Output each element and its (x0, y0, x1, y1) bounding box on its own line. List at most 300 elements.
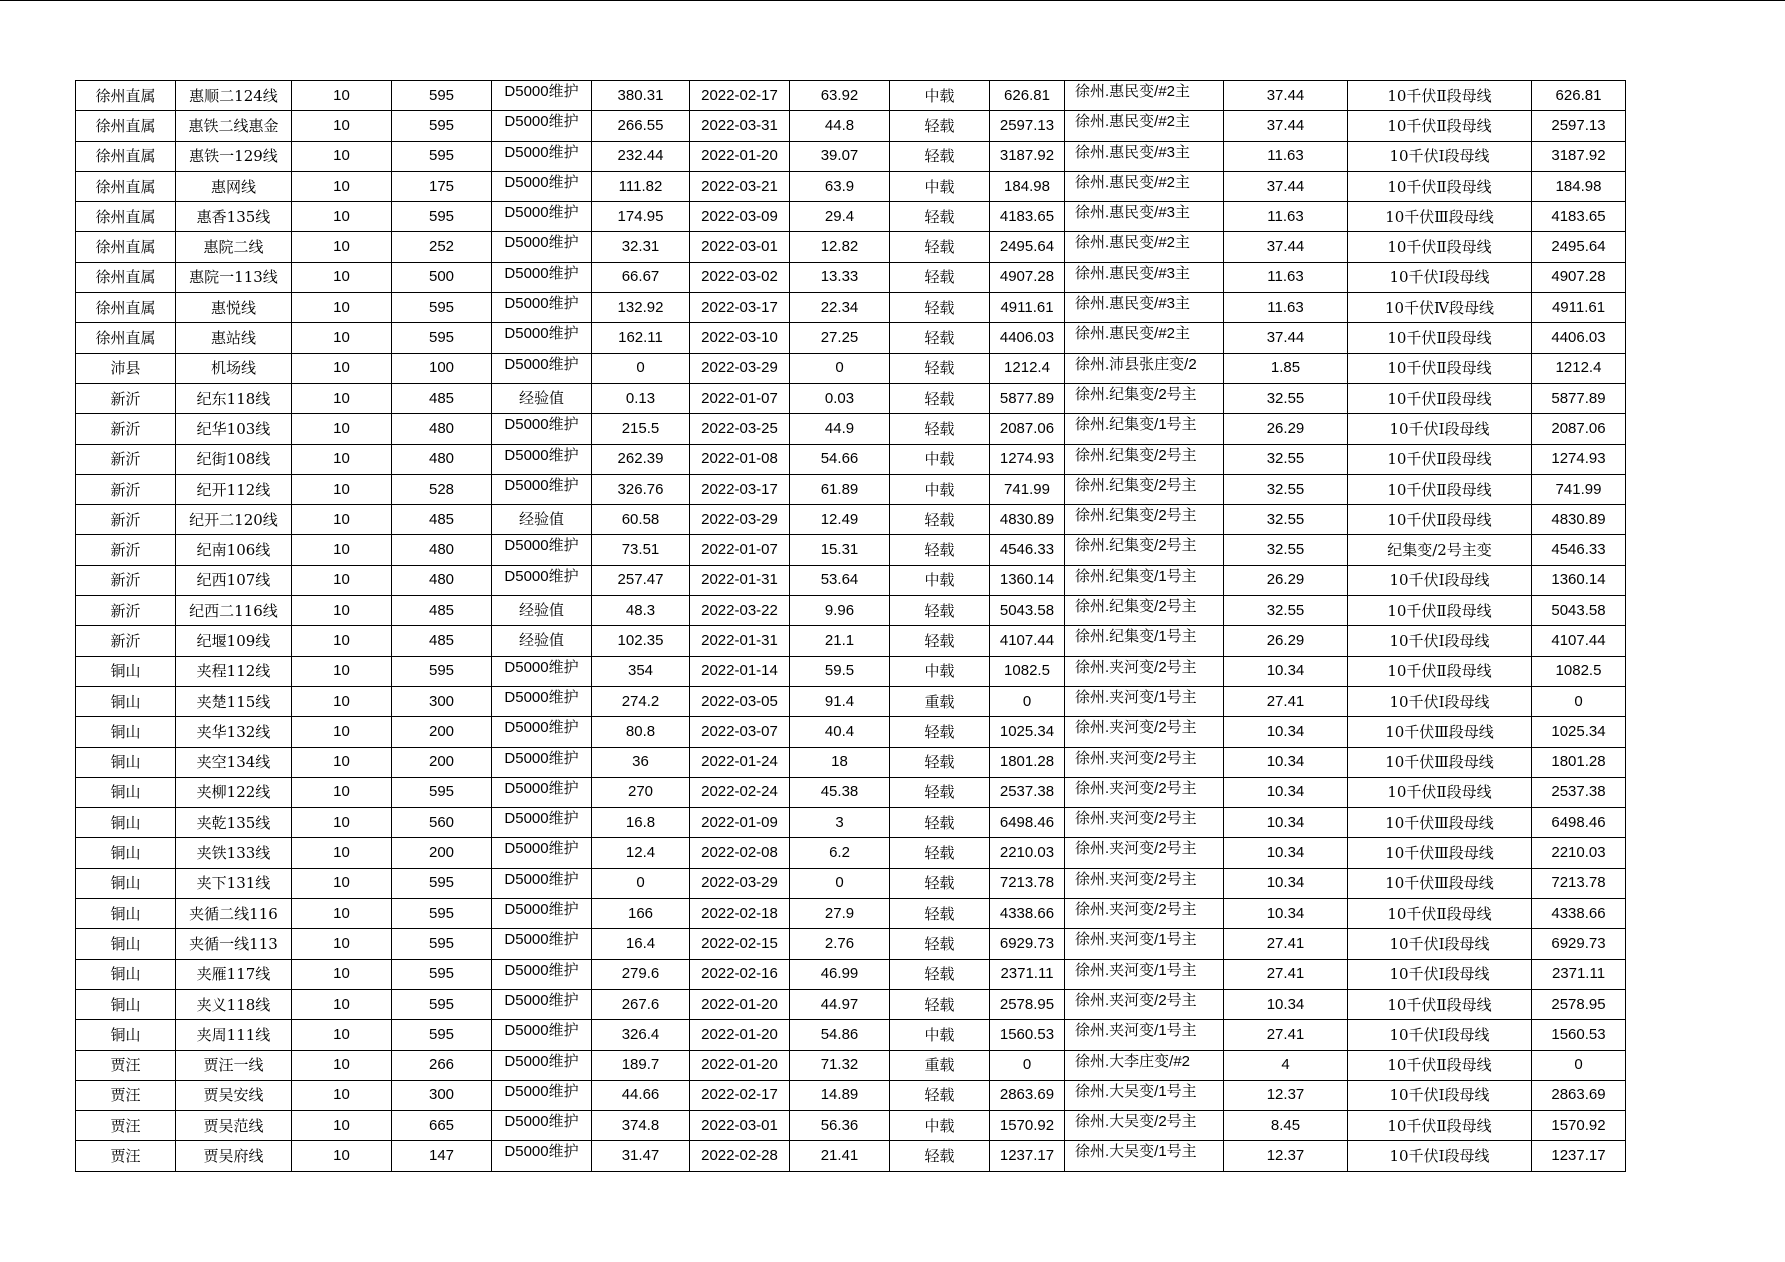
load-status-cell: 中载 (890, 171, 990, 201)
busbar-cell: 10千伏Ⅱ段母线 (1348, 353, 1532, 383)
capacity-cell: 595 (392, 1020, 492, 1050)
source-cell: D5000维护 (492, 565, 592, 595)
region-cell: 贾汪 (76, 1050, 176, 1080)
date-cell: 2022-03-05 (690, 686, 790, 716)
capacity-cell: 480 (392, 444, 492, 474)
transformer-rate-cell: 27.41 (1224, 686, 1348, 716)
margin-cell: 4830.89 (990, 505, 1065, 535)
line-name-cell: 惠站线 (176, 323, 292, 353)
date-cell: 2022-03-17 (690, 474, 790, 504)
busbar-cell: 10千伏Ⅱ段母线 (1348, 232, 1532, 262)
current-cell: 66.67 (592, 262, 690, 292)
current-cell: 73.51 (592, 535, 690, 565)
load-rate-cell: 54.86 (790, 1020, 890, 1050)
available-capacity-cell: 3187.92 (1532, 141, 1626, 171)
current-cell: 174.95 (592, 202, 690, 232)
substation-cell: 徐州.纪集变/1号主 (1065, 565, 1224, 595)
busbar-cell: 10千伏Ⅱ段母线 (1348, 171, 1532, 201)
transformer-rate-cell: 32.55 (1224, 596, 1348, 626)
source-cell: D5000维护 (492, 293, 592, 323)
margin-cell: 4406.03 (990, 323, 1065, 353)
load-status-cell: 轻载 (890, 717, 990, 747)
substation-cell: 徐州.纪集变/1号主 (1065, 626, 1224, 656)
voltage-cell: 10 (292, 717, 392, 747)
available-capacity-cell: 2578.95 (1532, 989, 1626, 1019)
date-cell: 2022-03-09 (690, 202, 790, 232)
load-rate-cell: 0.03 (790, 383, 890, 413)
substation-cell: 徐州.夹河变/2号主 (1065, 868, 1224, 898)
table-row (76, 474, 1626, 504)
region-cell: 徐州直属 (76, 262, 176, 292)
busbar-cell: 10千伏Ⅲ段母线 (1348, 202, 1532, 232)
transformer-rate-cell: 10.34 (1224, 717, 1348, 747)
voltage-cell: 10 (292, 353, 392, 383)
load-rate-cell: 39.07 (790, 141, 890, 171)
capacity-cell: 200 (392, 838, 492, 868)
available-capacity-cell: 4406.03 (1532, 323, 1626, 353)
line-name-cell: 纪西107线 (176, 565, 292, 595)
transformer-rate-cell: 37.44 (1224, 323, 1348, 353)
line-name-cell: 纪东118线 (176, 383, 292, 413)
date-cell: 2022-01-20 (690, 989, 790, 1019)
margin-cell: 2371.11 (990, 959, 1065, 989)
line-name-cell: 纪开112线 (176, 474, 292, 504)
margin-cell: 2537.38 (990, 777, 1065, 807)
capacity-cell: 300 (392, 1080, 492, 1110)
date-cell: 2022-03-21 (690, 171, 790, 201)
load-rate-cell: 91.4 (790, 686, 890, 716)
busbar-cell: 10千伏Ⅱ段母线 (1348, 111, 1532, 141)
date-cell: 2022-02-17 (690, 81, 790, 111)
table-row (76, 868, 1626, 898)
load-status-cell: 轻载 (890, 929, 990, 959)
capacity-cell: 485 (392, 383, 492, 413)
table-row (76, 81, 1626, 111)
voltage-cell: 10 (292, 656, 392, 686)
transformer-rate-cell: 37.44 (1224, 171, 1348, 201)
load-status-cell: 轻载 (890, 989, 990, 1019)
current-cell: 257.47 (592, 565, 690, 595)
transformer-rate-cell: 11.63 (1224, 141, 1348, 171)
margin-cell: 4338.66 (990, 899, 1065, 929)
voltage-cell: 10 (292, 565, 392, 595)
line-name-cell: 纪华103线 (176, 414, 292, 444)
capacity-cell: 595 (392, 656, 492, 686)
voltage-cell: 10 (292, 1050, 392, 1080)
load-rate-cell: 15.31 (790, 535, 890, 565)
load-rate-cell: 22.34 (790, 293, 890, 323)
available-capacity-cell: 1570.92 (1532, 1111, 1626, 1141)
line-name-cell: 夹义118线 (176, 989, 292, 1019)
transformer-rate-cell: 26.29 (1224, 414, 1348, 444)
margin-cell: 4546.33 (990, 535, 1065, 565)
load-rate-cell: 44.8 (790, 111, 890, 141)
table-row (76, 565, 1626, 595)
line-name-cell: 夹循一线113 (176, 929, 292, 959)
current-cell: 274.2 (592, 686, 690, 716)
available-capacity-cell: 7213.78 (1532, 868, 1626, 898)
load-rate-cell: 63.92 (790, 81, 890, 111)
busbar-cell: 10千伏Ⅱ段母线 (1348, 656, 1532, 686)
available-capacity-cell: 2210.03 (1532, 838, 1626, 868)
transformer-rate-cell: 11.63 (1224, 202, 1348, 232)
substation-cell: 徐州.夹河变/2号主 (1065, 838, 1224, 868)
region-cell: 新沂 (76, 414, 176, 444)
page-top-rule (0, 0, 1785, 1)
line-name-cell: 夹程112线 (176, 656, 292, 686)
margin-cell: 2210.03 (990, 838, 1065, 868)
source-cell: 经验值 (492, 626, 592, 656)
substation-cell: 徐州.惠民变/#3主 (1065, 293, 1224, 323)
load-status-cell: 中载 (890, 656, 990, 686)
transformer-rate-cell: 26.29 (1224, 626, 1348, 656)
load-status-cell: 中载 (890, 1020, 990, 1050)
current-cell: 60.58 (592, 505, 690, 535)
transformer-rate-cell: 8.45 (1224, 1111, 1348, 1141)
current-cell: 36 (592, 747, 690, 777)
busbar-cell: 10千伏Ⅰ段母线 (1348, 565, 1532, 595)
available-capacity-cell: 1801.28 (1532, 747, 1626, 777)
margin-cell: 0 (990, 686, 1065, 716)
available-capacity-cell: 6929.73 (1532, 929, 1626, 959)
current-cell: 102.35 (592, 626, 690, 656)
busbar-cell: 10千伏Ⅱ段母线 (1348, 383, 1532, 413)
region-cell: 新沂 (76, 565, 176, 595)
date-cell: 2022-02-15 (690, 929, 790, 959)
voltage-cell: 10 (292, 505, 392, 535)
substation-cell: 徐州.夹河变/2号主 (1065, 747, 1224, 777)
busbar-cell: 10千伏Ⅰ段母线 (1348, 959, 1532, 989)
load-status-cell: 轻载 (890, 383, 990, 413)
voltage-cell: 10 (292, 686, 392, 716)
region-cell: 铜山 (76, 717, 176, 747)
current-cell: 16.4 (592, 929, 690, 959)
region-cell: 铜山 (76, 989, 176, 1019)
voltage-cell: 10 (292, 1080, 392, 1110)
capacity-cell: 595 (392, 81, 492, 111)
load-status-cell: 轻载 (890, 1141, 990, 1171)
transformer-rate-cell: 37.44 (1224, 111, 1348, 141)
margin-cell: 4183.65 (990, 202, 1065, 232)
transformer-rate-cell: 10.34 (1224, 989, 1348, 1019)
region-cell: 贾汪 (76, 1111, 176, 1141)
available-capacity-cell: 4911.61 (1532, 293, 1626, 323)
line-name-cell: 夹雁117线 (176, 959, 292, 989)
transformer-rate-cell: 37.44 (1224, 81, 1348, 111)
load-rate-cell: 21.41 (790, 1141, 890, 1171)
current-cell: 132.92 (592, 293, 690, 323)
margin-cell: 1274.93 (990, 444, 1065, 474)
substation-cell: 徐州.夹河变/2号主 (1065, 656, 1224, 686)
available-capacity-cell: 2371.11 (1532, 959, 1626, 989)
load-status-cell: 轻载 (890, 323, 990, 353)
table-row (76, 383, 1626, 413)
region-cell: 铜山 (76, 656, 176, 686)
source-cell: D5000维护 (492, 535, 592, 565)
table-row (76, 808, 1626, 838)
region-cell: 徐州直属 (76, 202, 176, 232)
load-rate-cell: 45.38 (790, 777, 890, 807)
load-status-cell: 中载 (890, 565, 990, 595)
transformer-rate-cell: 37.44 (1224, 232, 1348, 262)
load-status-cell: 轻载 (890, 747, 990, 777)
transformer-rate-cell: 10.34 (1224, 808, 1348, 838)
load-rate-cell: 3 (790, 808, 890, 838)
capacity-cell: 480 (392, 414, 492, 444)
available-capacity-cell: 6498.46 (1532, 808, 1626, 838)
margin-cell: 5877.89 (990, 383, 1065, 413)
source-cell: D5000维护 (492, 959, 592, 989)
substation-cell: 徐州.纪集变/2号主 (1065, 474, 1224, 504)
source-cell: D5000维护 (492, 262, 592, 292)
table-row (76, 293, 1626, 323)
busbar-cell: 10千伏Ⅰ段母线 (1348, 626, 1532, 656)
load-status-cell: 轻载 (890, 353, 990, 383)
load-status-cell: 轻载 (890, 293, 990, 323)
date-cell: 2022-03-25 (690, 414, 790, 444)
date-cell: 2022-01-24 (690, 747, 790, 777)
region-cell: 铜山 (76, 686, 176, 716)
load-status-cell: 轻载 (890, 596, 990, 626)
current-cell: 0.13 (592, 383, 690, 413)
transformer-rate-cell: 11.63 (1224, 262, 1348, 292)
load-rate-cell: 12.49 (790, 505, 890, 535)
voltage-cell: 10 (292, 293, 392, 323)
margin-cell: 6498.46 (990, 808, 1065, 838)
margin-cell: 2597.13 (990, 111, 1065, 141)
load-status-cell: 轻载 (890, 899, 990, 929)
date-cell: 2022-03-22 (690, 596, 790, 626)
table-row (76, 626, 1626, 656)
available-capacity-cell: 2863.69 (1532, 1080, 1626, 1110)
load-status-cell: 中载 (890, 474, 990, 504)
substation-cell: 徐州.纪集变/1号主 (1065, 414, 1224, 444)
transformer-rate-cell: 11.63 (1224, 293, 1348, 323)
current-cell: 166 (592, 899, 690, 929)
substation-cell: 徐州.惠民变/#2主 (1065, 81, 1224, 111)
transformer-rate-cell: 26.29 (1224, 565, 1348, 595)
load-status-cell: 轻载 (890, 202, 990, 232)
capacity-cell: 595 (392, 929, 492, 959)
load-rate-cell: 6.2 (790, 838, 890, 868)
voltage-cell: 10 (292, 1020, 392, 1050)
load-rate-cell: 0 (790, 353, 890, 383)
busbar-cell: 10千伏Ⅱ段母线 (1348, 323, 1532, 353)
margin-cell: 7213.78 (990, 868, 1065, 898)
date-cell: 2022-01-07 (690, 535, 790, 565)
substation-cell: 徐州.大吴变/2号主 (1065, 1111, 1224, 1141)
region-cell: 新沂 (76, 383, 176, 413)
load-status-cell: 轻载 (890, 414, 990, 444)
capacity-cell: 100 (392, 353, 492, 383)
margin-cell: 4107.44 (990, 626, 1065, 656)
current-cell: 0 (592, 868, 690, 898)
region-cell: 铜山 (76, 929, 176, 959)
region-cell: 徐州直属 (76, 141, 176, 171)
substation-cell: 徐州.夹河变/1号主 (1065, 959, 1224, 989)
source-cell: D5000维护 (492, 989, 592, 1019)
transformer-rate-cell: 10.34 (1224, 868, 1348, 898)
date-cell: 2022-02-08 (690, 838, 790, 868)
current-cell: 262.39 (592, 444, 690, 474)
region-cell: 新沂 (76, 444, 176, 474)
substation-cell: 徐州.大吴变/1号主 (1065, 1141, 1224, 1171)
current-cell: 32.31 (592, 232, 690, 262)
busbar-cell: 10千伏Ⅳ段母线 (1348, 293, 1532, 323)
capacity-cell: 485 (392, 505, 492, 535)
region-cell: 铜山 (76, 838, 176, 868)
source-cell: 经验值 (492, 505, 592, 535)
load-rate-cell: 9.96 (790, 596, 890, 626)
region-cell: 铜山 (76, 747, 176, 777)
line-name-cell: 夹楚115线 (176, 686, 292, 716)
transformer-rate-cell: 1.85 (1224, 353, 1348, 383)
table-row (76, 505, 1626, 535)
transformer-rate-cell: 10.34 (1224, 747, 1348, 777)
line-name-cell: 惠顺二124线 (176, 81, 292, 111)
available-capacity-cell: 2597.13 (1532, 111, 1626, 141)
available-capacity-cell: 184.98 (1532, 171, 1626, 201)
table-row (76, 141, 1626, 171)
current-cell: 374.8 (592, 1111, 690, 1141)
transformer-rate-cell: 32.55 (1224, 535, 1348, 565)
substation-cell: 徐州.夹河变/2号主 (1065, 808, 1224, 838)
line-name-cell: 夹循二线116 (176, 899, 292, 929)
busbar-cell: 10千伏Ⅲ段母线 (1348, 747, 1532, 777)
margin-cell: 1560.53 (990, 1020, 1065, 1050)
available-capacity-cell: 4183.65 (1532, 202, 1626, 232)
line-name-cell: 夹空134线 (176, 747, 292, 777)
available-capacity-cell: 626.81 (1532, 81, 1626, 111)
load-rate-cell: 61.89 (790, 474, 890, 504)
busbar-cell: 纪集变/2号主变 (1348, 535, 1532, 565)
current-cell: 279.6 (592, 959, 690, 989)
line-name-cell: 纪南106线 (176, 535, 292, 565)
margin-cell: 4911.61 (990, 293, 1065, 323)
line-name-cell: 夹华132线 (176, 717, 292, 747)
source-cell: D5000维护 (492, 1141, 592, 1171)
substation-cell: 徐州.纪集变/2号主 (1065, 535, 1224, 565)
line-name-cell: 纪街108线 (176, 444, 292, 474)
substation-cell: 徐州.纪集变/2号主 (1065, 505, 1224, 535)
load-status-cell: 轻载 (890, 1080, 990, 1110)
date-cell: 2022-01-20 (690, 1020, 790, 1050)
source-cell: D5000维护 (492, 1020, 592, 1050)
date-cell: 2022-03-29 (690, 868, 790, 898)
line-name-cell: 惠院一113线 (176, 262, 292, 292)
available-capacity-cell: 0 (1532, 686, 1626, 716)
capacity-cell: 595 (392, 141, 492, 171)
source-cell: D5000维护 (492, 141, 592, 171)
busbar-cell: 10千伏Ⅱ段母线 (1348, 989, 1532, 1019)
capacity-cell: 175 (392, 171, 492, 201)
date-cell: 2022-02-16 (690, 959, 790, 989)
transformer-rate-cell: 10.34 (1224, 838, 1348, 868)
region-cell: 新沂 (76, 596, 176, 626)
source-cell: D5000维护 (492, 1050, 592, 1080)
available-capacity-cell: 1560.53 (1532, 1020, 1626, 1050)
busbar-cell: 10千伏Ⅱ段母线 (1348, 596, 1532, 626)
date-cell: 2022-02-17 (690, 1080, 790, 1110)
current-cell: 12.4 (592, 838, 690, 868)
source-cell: D5000维护 (492, 474, 592, 504)
capacity-cell: 266 (392, 1050, 492, 1080)
line-name-cell: 贾吴安线 (176, 1080, 292, 1110)
line-name-cell: 夹柳122线 (176, 777, 292, 807)
date-cell: 2022-03-10 (690, 323, 790, 353)
date-cell: 2022-03-01 (690, 232, 790, 262)
voltage-cell: 10 (292, 323, 392, 353)
table-row (76, 929, 1626, 959)
available-capacity-cell: 4546.33 (1532, 535, 1626, 565)
available-capacity-cell: 741.99 (1532, 474, 1626, 504)
source-cell: D5000维护 (492, 717, 592, 747)
capacity-cell: 500 (392, 262, 492, 292)
table-body (76, 81, 1626, 1172)
transformer-rate-cell: 10.34 (1224, 777, 1348, 807)
current-cell: 232.44 (592, 141, 690, 171)
substation-cell: 徐州.夹河变/2号主 (1065, 899, 1224, 929)
source-cell: D5000维护 (492, 323, 592, 353)
date-cell: 2022-01-20 (690, 141, 790, 171)
current-cell: 266.55 (592, 111, 690, 141)
margin-cell: 3187.92 (990, 141, 1065, 171)
line-name-cell: 惠香135线 (176, 202, 292, 232)
margin-cell: 1212.4 (990, 353, 1065, 383)
load-rate-cell: 14.89 (790, 1080, 890, 1110)
region-cell: 新沂 (76, 505, 176, 535)
region-cell: 徐州直属 (76, 323, 176, 353)
substation-cell: 徐州.沛县张庄变/2 (1065, 353, 1224, 383)
substation-cell: 徐州.惠民变/#2主 (1065, 111, 1224, 141)
voltage-cell: 10 (292, 474, 392, 504)
voltage-cell: 10 (292, 959, 392, 989)
substation-cell: 徐州.夹河变/2号主 (1065, 717, 1224, 747)
margin-cell: 6929.73 (990, 929, 1065, 959)
capacity-cell: 665 (392, 1111, 492, 1141)
substation-cell: 徐州.夹河变/1号主 (1065, 686, 1224, 716)
date-cell: 2022-03-01 (690, 1111, 790, 1141)
source-cell: D5000维护 (492, 81, 592, 111)
busbar-cell: 10千伏Ⅱ段母线 (1348, 1111, 1532, 1141)
line-name-cell: 纪堰109线 (176, 626, 292, 656)
substation-cell: 徐州.纪集变/2号主 (1065, 596, 1224, 626)
voltage-cell: 10 (292, 747, 392, 777)
region-cell: 徐州直属 (76, 171, 176, 201)
capacity-cell: 528 (392, 474, 492, 504)
date-cell: 2022-03-29 (690, 353, 790, 383)
line-name-cell: 惠铁二线惠金 (176, 111, 292, 141)
table-row (76, 1141, 1626, 1171)
substation-cell: 徐州.惠民变/#3主 (1065, 141, 1224, 171)
load-status-cell: 重载 (890, 1050, 990, 1080)
source-cell: D5000维护 (492, 747, 592, 777)
table-row (76, 1050, 1626, 1080)
capacity-cell: 595 (392, 777, 492, 807)
load-rate-cell: 46.99 (790, 959, 890, 989)
table-row (76, 414, 1626, 444)
load-status-cell: 轻载 (890, 262, 990, 292)
available-capacity-cell: 1274.93 (1532, 444, 1626, 474)
table-row (76, 899, 1626, 929)
table-row (76, 717, 1626, 747)
source-cell: D5000维护 (492, 808, 592, 838)
line-name-cell: 夹周111线 (176, 1020, 292, 1050)
line-name-cell: 夹乾135线 (176, 808, 292, 838)
voltage-cell: 10 (292, 202, 392, 232)
busbar-cell: 10千伏Ⅰ段母线 (1348, 686, 1532, 716)
margin-cell: 2087.06 (990, 414, 1065, 444)
